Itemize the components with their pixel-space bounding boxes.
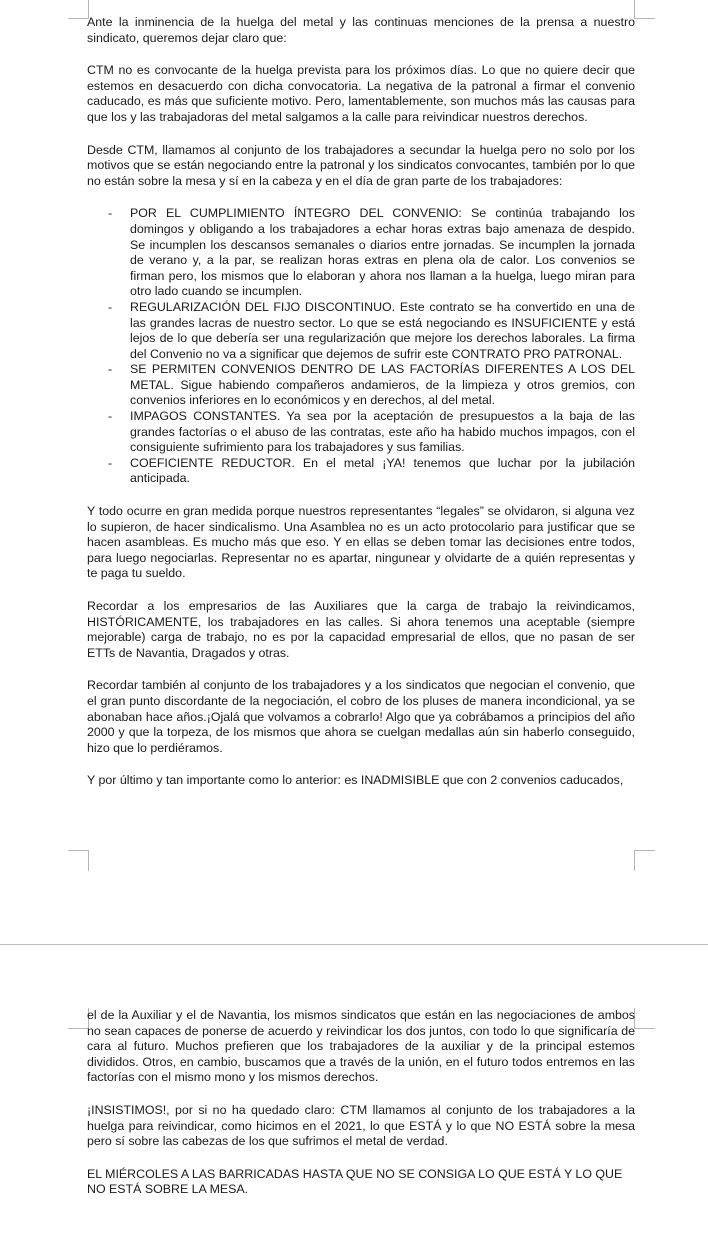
list-item: - SE PERMITEN CONVENIOS DENTRO DE LAS FACTORÍAS DIFERENTES A LOS DEL METAL. Sigue habiendo compañeros andamieros, de la limpieza y otros gremios, con convenios inferiores en lo económicos y en derechos, al del metal. xyxy=(130,362,635,409)
page-1-body xyxy=(87,15,635,806)
call-to-strike-paragraph: Desde CTM, llamamos al conjunto de los trabajadores a secundar la huelga pero no solo por los motivos que se están negociando entre la patronal y los sindicatos convocantes, también por lo que no están sobre la mesa y sí en la cabeza y en el día de gran parte de los trabajadores: xyxy=(87,142,635,188)
auxiliaries-paragraph: Recordar a los empresarios de las Auxiliares que la carga de trabajo la reivindicamos, HISTÓRICAMENTE, los trabajadores en las calles. Si ahora tenemos una aceptable (siempre mejorable) carga de trabajo, no es por la capacidad empresarial de ellos, que no pasan de ser ETTs de Navantia, Dragados y otras. xyxy=(87,599,635,660)
bonuses-paragraph: Recordar también al conjunto de los trabajadores y a los sindicatos que negocian el convenio, que el gran punto discordante de la negociación, el cobro de los pluses de manera incondicional, ya se abonaban hace años.¡Ojalá que volvamos a cobrarlo! Algo que ya cobrábamos a principios del año 2000 y que la torpeza, de los mismos que ahora se cuelgan medallas aún sin haberlo conseguido, hizo que lo perdiéramos. xyxy=(87,678,635,755)
list-item: - IMPAGOS CONSTANTES. Ya sea por la aceptación de presupuestos a la baja de las grandes factorías o el abuso de las contratas, este año ha habido muchos impagos, con el consiguiente sufrimiento para los trabajadores y sus familias. xyxy=(130,409,635,456)
page-2-body xyxy=(87,1008,635,1215)
insist-paragraph: ¡INSISTIMOS!, por si no ha quedado claro: CTM llamamos al conjunto de los trabajadores a la huelga para reivindicar, como hicimos en el 2021, lo que ESTÁ y lo que NO ESTÁ sobre la mesa pero sí sobre las cabezas de los que sufrimos el metal de verdad. xyxy=(87,1102,635,1149)
page-corner-mark xyxy=(68,850,89,871)
closing-slogan: EL MIÉRCOLES A LAS BARRICADAS HASTA QUE NO SE CONSIGA LO QUE ESTÁ Y LO QUE NO ESTÁ SOBRE LA MESA. xyxy=(87,1166,623,1197)
representatives-paragraph: Y todo ocurre en gran medida porque nuestros representantes “legales” se olvidaron, si alguna vez lo supieron, de hacer sindicalismo. Una Asamblea no es un acto protocolario para justificar que se hacen asambleas. Es mucho más que eso. Y en ellas se deben tomar las decisiones entre todos, para luego negociarlas. Representar no es apartar, ningunear y olvidarte de a quién representas y te paga tu sueldo. xyxy=(87,504,635,581)
page-corner-mark xyxy=(634,850,655,871)
page-corner-mark xyxy=(68,1008,89,1029)
list-item: - REGULARIZACIÓN DEL FIJO DISCONTINUO. Este contrato se ha convertido en una de las grandes lacras de nuestro sector. Lo que se está negociando es INSUFICIENTE y está lejos de lo que debería ser una regularización que mejore los derechos laborales. La firma del Convenio no va a significar que dejemos de sufrir este CONTRATO PRO PATRONAL. xyxy=(130,300,635,362)
demands-list xyxy=(87,206,635,487)
page-corner-mark xyxy=(634,0,655,19)
page-corner-mark xyxy=(68,0,89,19)
ctm-position-paragraph: CTM no es convocante de la huelga prevista para los próximos días. Lo que no quiere decir que estemos en desacuerdo con dicha convocatoria. La negativa de la patronal a firmar el convenio caducado, es más que suficiente motivo. Pero, lamentablemente, son muchos más las causas para que los y las trabajadoras del metal salgamos a la calle para reivindicar nuestros derechos. xyxy=(87,63,635,124)
document-page-2 xyxy=(0,1008,708,1242)
inadmissible-paragraph-start: Y por último y tan importante como lo anterior: es INADMISIBLE que con 2 convenios caducados, xyxy=(87,773,624,788)
intro-paragraph: Ante la inminencia de la huelga del metal y las continuas menciones de la prensa a nuestro sindicato, queremos dejar claro que: xyxy=(87,15,635,45)
inadmissible-paragraph-continued: el de la Auxiliar y el de Navantia, los mismos sindicatos que están en las negociaciones de ambos no sean capaces de ponerse de acuerdo y reivindicar los dos juntos, con todo lo que significaría de cara al futuro. Muchos prefieren que los trabajadores de la auxiliar y de la principal estemos divididos. Otros, en cambio, buscamos que a través de la unión, en el futuro todos entremos en las factorías con el mismo mono y los mismos derechos. xyxy=(87,1008,635,1085)
list-item: - POR EL CUMPLIMIENTO ÍNTEGRO DEL CONVENIO: Se continúa trabajando los domingos y obligando a los trabajadores a echar horas extras bajo amenaza de despido. Se incumplen los descansos semanales o diarios entre jornadas. Se incumplen la jornada de verano y, a la par, se realizan horas extras en plena ola de calor. Los convenios se firman pero, los mismos que lo elaboran y ahora nos llaman a la huelga, luego miran para otro lado cuando se incumplen. xyxy=(130,206,635,300)
page-corner-mark xyxy=(634,1008,655,1029)
list-item: - COEFICIENTE REDUCTOR. En el metal ¡YA! tenemos que luchar por la jubilación anticipada. xyxy=(130,456,635,487)
page-break-divider xyxy=(0,944,708,945)
